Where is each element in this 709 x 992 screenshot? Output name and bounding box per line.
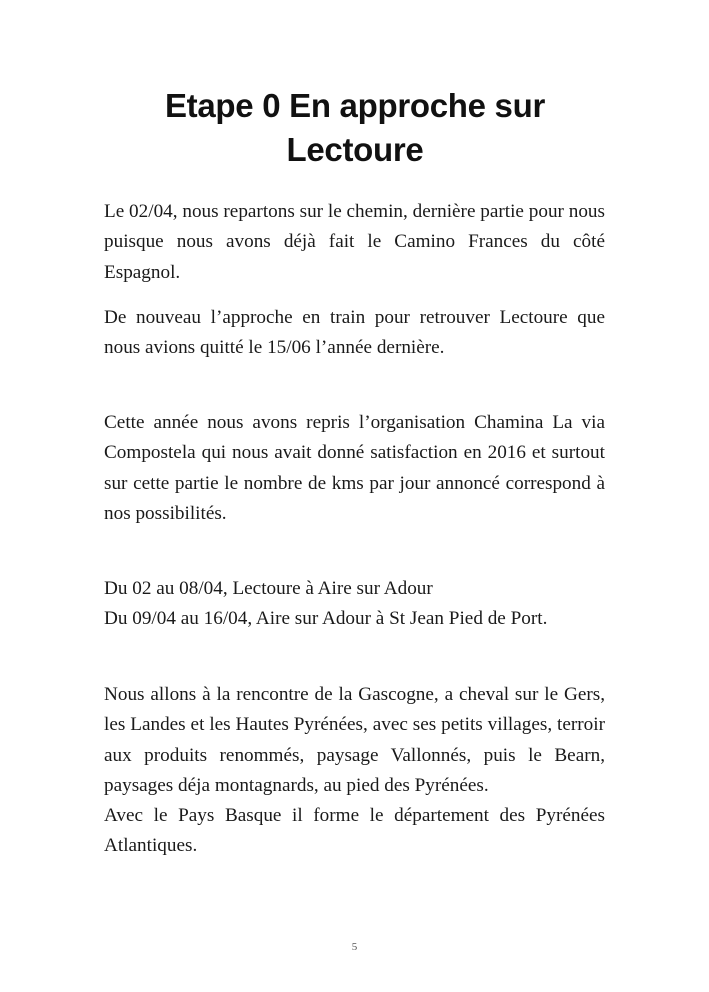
title-line-2: Lectoure xyxy=(286,131,424,168)
title-line-1: Etape 0 En approche sur xyxy=(164,87,546,124)
paragraph-train-approach: De nouveau l’approche en train pour retrouver Lectoure que nous avions quitté le 15/06 l’année dernière. xyxy=(104,307,605,359)
page-number: 5 xyxy=(351,941,358,953)
pays-basque-note: Avec le Pays Basque il forme le département des Pyrénées Atlantiques. xyxy=(104,805,605,857)
gascogne-description: Nous allons à la rencontre de la Gascogne, a cheval sur le Gers, les Landes et les Hautes Pyrénées, avec ses petits villages, terroir aux produits renommés, paysage Vallonnés, puis le Bearn, paysages déja montagnards, au pied des Pyrénées. xyxy=(104,684,605,796)
paragraph-itinerary xyxy=(104,574,605,635)
itinerary-line-1: Du 02 au 08/04, Lectoure à Aire sur Adour xyxy=(104,578,433,599)
page-title xyxy=(120,84,590,172)
paragraph-gascogne xyxy=(104,680,605,862)
paragraph-organisation: Cette année nous avons repris l’organisation Chamina La via Compostela qui nous avait donné satisfaction en 2016 et surtout sur cette partie le nombre de kms par jour annoncé correspond à nos possibilités. xyxy=(104,412,605,524)
paragraph-departure: Le 02/04, nous repartons sur le chemin, dernière partie pour nous puisque nous avons déjà fait le Camino Frances du côté Espagnol. xyxy=(104,201,605,283)
itinerary-line-2: Du 09/04 au 16/04, Aire sur Adour à St Jean Pied de Port. xyxy=(104,608,548,630)
